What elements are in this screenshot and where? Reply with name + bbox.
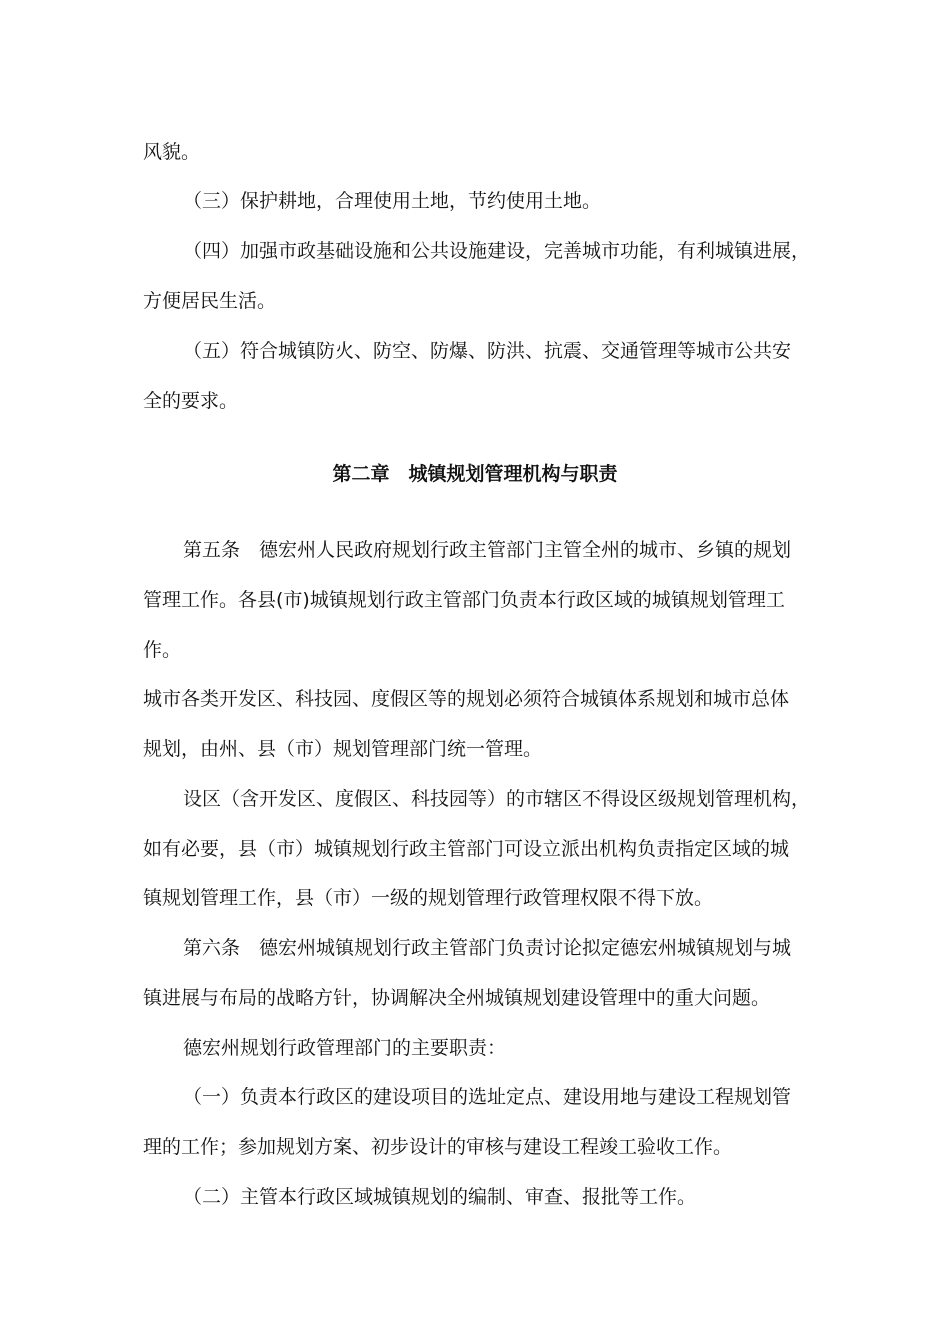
paragraph-line: 第五条 德宏州人民政府规划行政主管部门主管全州的城市、乡镇的规划 — [183, 539, 792, 561]
paragraph-line: 德宏州规划行政管理部门的主要职责： — [183, 1037, 507, 1059]
paragraph-line: 镇进展与布局的战略方针，协调解决全州城镇规划建设管理中的重大问题。 — [143, 987, 771, 1009]
paragraph-line: 风貌。 — [143, 141, 201, 163]
paragraph-line: 作。 — [143, 639, 182, 661]
paragraph-line: （四）加强市政基础设施和公共设施建设，完善城市功能，有利城镇进展， — [183, 240, 811, 262]
paragraph-line: 规划，由州、县（市）规划管理部门统一管理。 — [143, 738, 543, 760]
paragraph-line: 设区（含开发区、度假区、科技园等）的市辖区不得设区级规划管理机构， — [183, 788, 811, 810]
chapter-heading: 第二章 城镇规划管理机构与职责 — [332, 463, 618, 485]
paragraph-line: 城市各类开发区、科技园、度假区等的规划必须符合城镇体系规划和城市总体 — [143, 688, 790, 710]
paragraph-line: （一）负责本行政区的建设项目的选址定点、建设用地与建设工程规划管 — [183, 1086, 792, 1108]
paragraph-line: 第六条 德宏州城镇规划行政主管部门负责讨论拟定德宏州城镇规划与城 — [183, 937, 792, 959]
paragraph-line: （五）符合城镇防火、防空、防爆、防洪、抗震、交通管理等城市公共安 — [183, 340, 792, 362]
paragraph-line: 如有必要，县（市）城镇规划行政主管部门可设立派出机构负责指定区域的城 — [143, 838, 790, 860]
paragraph-line: 方便居民生活。 — [143, 290, 277, 312]
paragraph-line: 全的要求。 — [143, 390, 239, 412]
paragraph-line: （二）主管本行政区域城镇规划的编制、审查、报批等工作。 — [183, 1186, 697, 1208]
paragraph-line: 管理工作。各县(市)城镇规划行政主管部门负责本行政区域的城镇规划管理工 — [143, 589, 785, 611]
paragraph-line: （三）保护耕地，合理使用土地，节约使用土地。 — [183, 190, 602, 212]
paragraph-line: 理的工作；参加规划方案、初步设计的审核与建设工程竣工验收工作。 — [143, 1136, 733, 1158]
paragraph-line: 镇规划管理工作，县（市）一级的规划管理行政管理权限不得下放。 — [143, 887, 714, 909]
